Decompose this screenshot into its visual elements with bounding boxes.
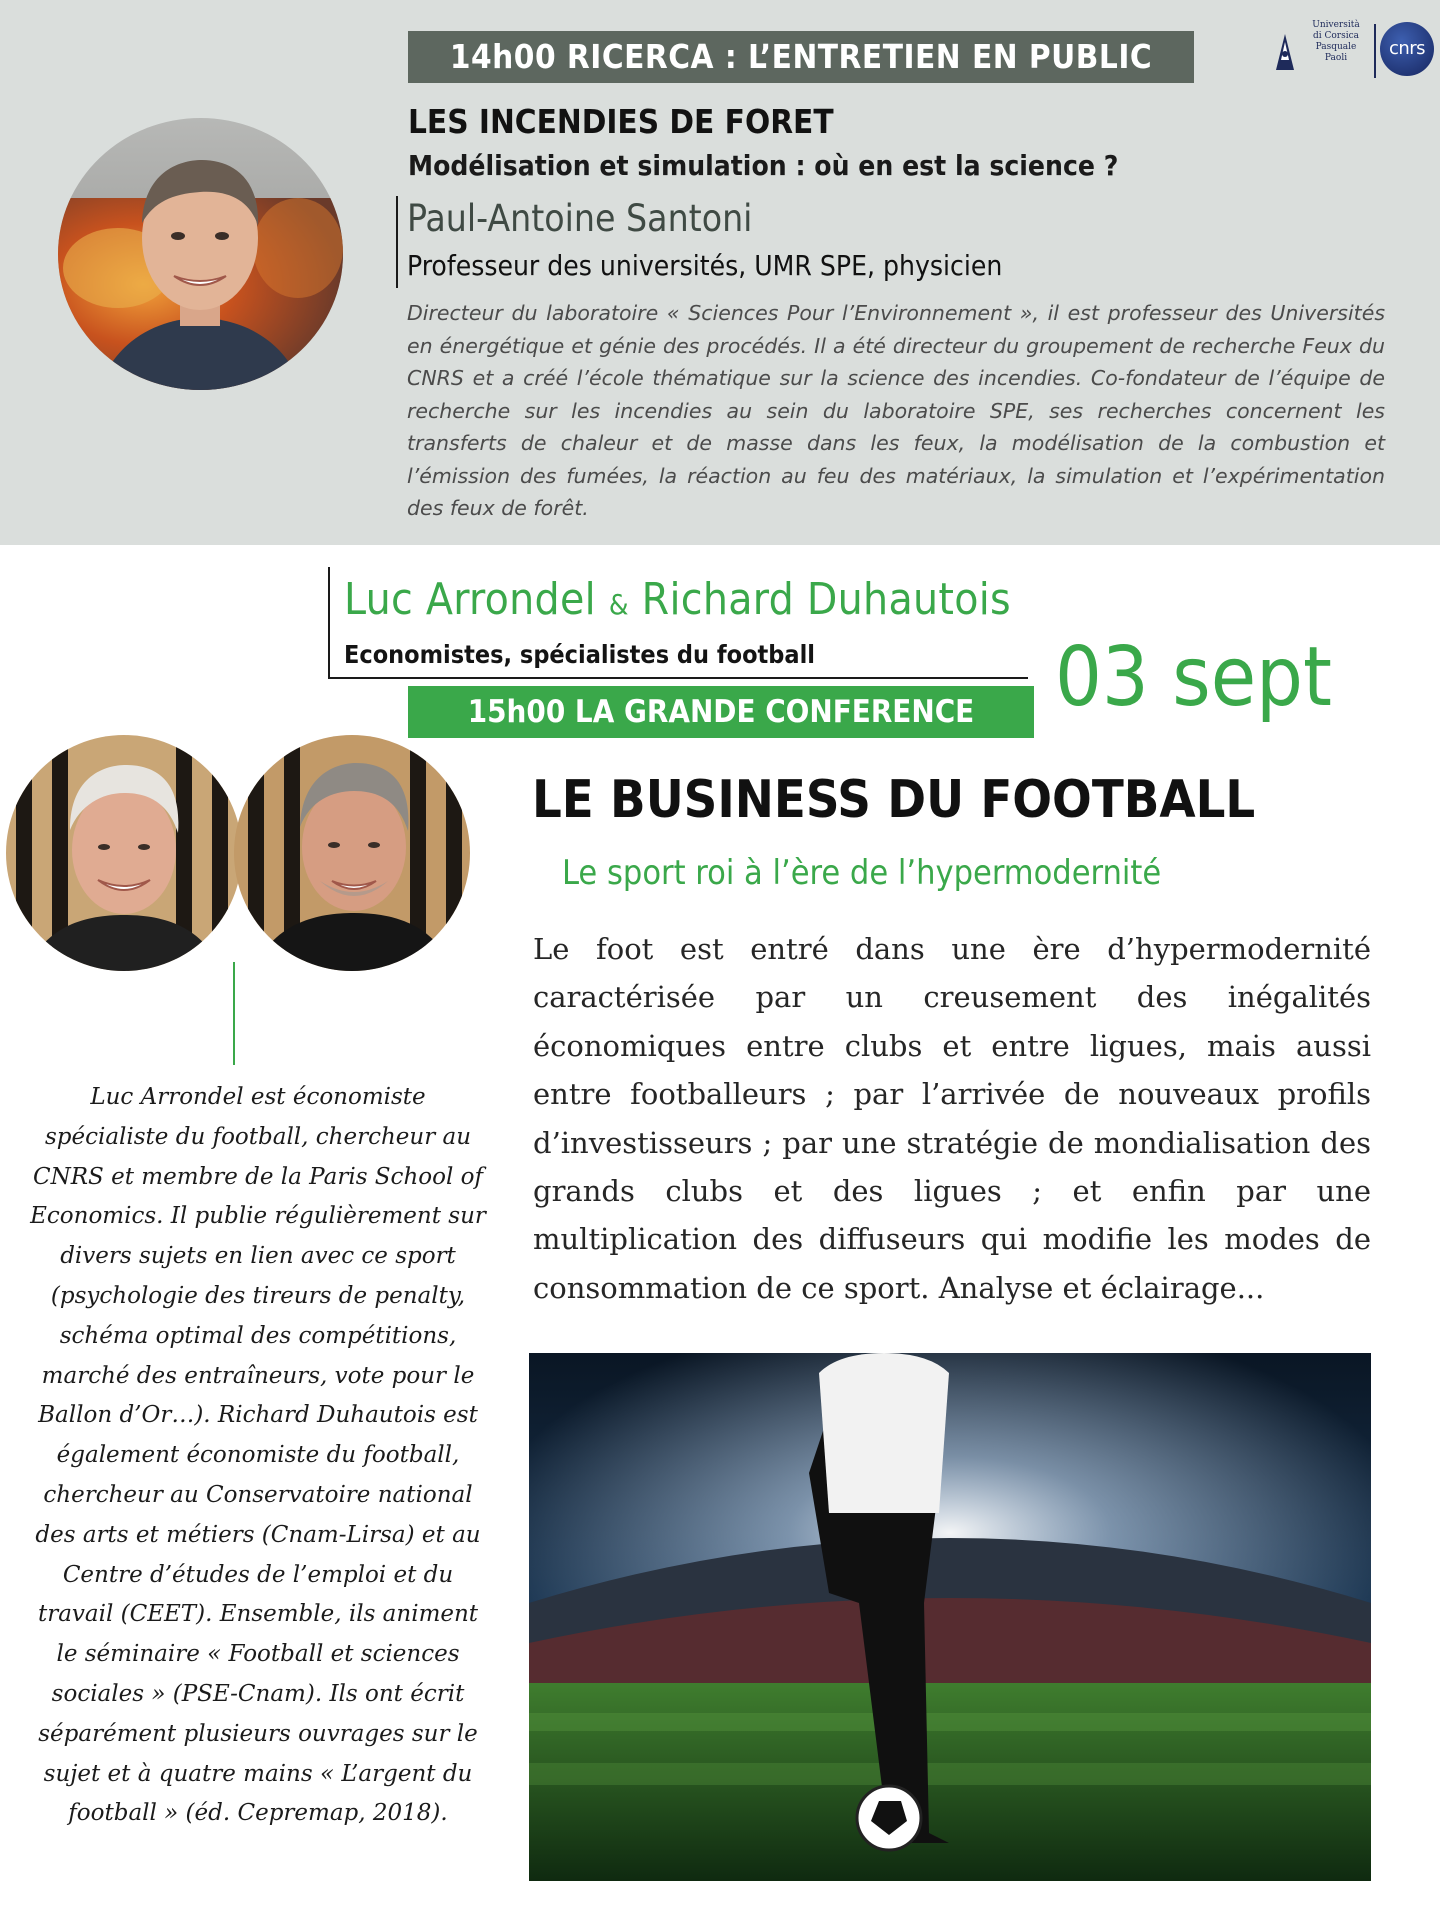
- speaker-1-portrait: [6, 735, 242, 971]
- logo-separator: [1374, 24, 1376, 78]
- football-stadium-image: [529, 1353, 1371, 1881]
- top-event-section: [0, 0, 1440, 545]
- speaker-2-portrait: [234, 735, 470, 971]
- main-event-abstract: Le foot est entré dans une ère d’hypermodernité caractérisée par un creusement des inégalités économiques entre clubs et entre ligues, mais aussi entre footballeurs ; par l’arrivée de nouveaux profils d’investisseurs ; par une stratégie de mondialisation des grands clubs et des ligues ; et enfin par une multiplication des diffuseurs qui modifie les modes de consommation de ce sport. Analyse et éclairage...: [533, 932, 1371, 1305]
- speaker-1-name: Luc Arrondel: [344, 574, 596, 625]
- top-event-subtitle: Modélisation et simulation : où en est la science ?: [408, 149, 1119, 182]
- bio-divider: [233, 962, 235, 1065]
- speaker-divider: [396, 196, 398, 288]
- top-event-title: LES INCENDIES DE FORET: [408, 102, 834, 141]
- speaker-2-name: Richard Duhautois: [641, 574, 1011, 625]
- top-event-banner: 14h00 RICERCA : L’ENTRETIEN EN PUBLIC: [408, 31, 1194, 83]
- speaker-1-portrait-image: [6, 735, 242, 971]
- speaker-portrait: [58, 118, 343, 390]
- main-event-title: LE BUSINESS DU FOOTBALL: [532, 770, 1256, 830]
- top-speaker-role: Professeur des universités, UMR SPE, physicien: [407, 249, 1003, 282]
- top-speaker-name: Paul-Antoine Santoni: [407, 197, 753, 240]
- main-event-subtitle: Le sport roi à l’ère de l’hypermodernité: [562, 853, 1162, 893]
- speakers-portraits: [6, 735, 476, 975]
- event-date: 03 sept: [1055, 630, 1332, 725]
- main-speakers-bio: Luc Arrondel est économiste spécialiste du football, chercheur au CNRS et membre de la Paris School of Economics. Il publie régulièrement sur divers sujets en lien avec ce sport (psychologie des tireurs de penalty, schéma optimal des compétitions, marché des entraîneurs, vote pour le Ballon d’Or…). Richard Duhautois est également économiste du football, chercheur au Conservatoire national des arts et métiers (Cnam-Lirsa) et au Centre d’études de l’emploi et du travail (CEET). Ensemble, ils animent le séminaire « Football et sciences sociales » (PSE-Cnam). Ils ont écrit séparément plusieurs ouvrages sur le sujet et à quatre mains « L’argent du football » (éd. Cepremap, 2018).: [30, 1084, 486, 1827]
- top-speaker-bio: Directeur du laboratoire « Sciences Pour l’Environnement », il est professeur des Universités en énergétique et génie des procédés. Il a été directeur du groupement de recherche Feux du CNRS et a créé l’école thématique sur la science des incendies. Co-fondateur de l’équipe de recherche sur les incendies au sein du laboratoire SPE, ses recherches concernent les transferts de chaleur et de masse dans les feux, la modélisation de la combustion et l’émission des fumées, la réaction au feu des matériaux, la simulation et l’expérimentation des feux de forêt.: [407, 301, 1385, 520]
- cnrs-logo: cnrs: [1380, 22, 1434, 76]
- speaker-2-portrait-image: [234, 735, 470, 971]
- partner-logos: [1268, 20, 1434, 82]
- speakers-ampersand: &: [608, 588, 629, 621]
- main-speakers-names: [344, 570, 1011, 635]
- main-speakers-role: Economistes, spécialistes du football: [344, 640, 815, 669]
- main-event-banner: 15h00 LA GRANDE CONFERENCE: [408, 686, 1034, 738]
- stadium-illustration: [529, 1353, 1371, 1881]
- university-logo-text: Università di Corsica Pasquale Paoli: [1312, 20, 1360, 63]
- university-logo: [1272, 20, 1372, 82]
- moor-head-icon: [1272, 30, 1298, 74]
- speaker-portrait-image: [58, 118, 343, 390]
